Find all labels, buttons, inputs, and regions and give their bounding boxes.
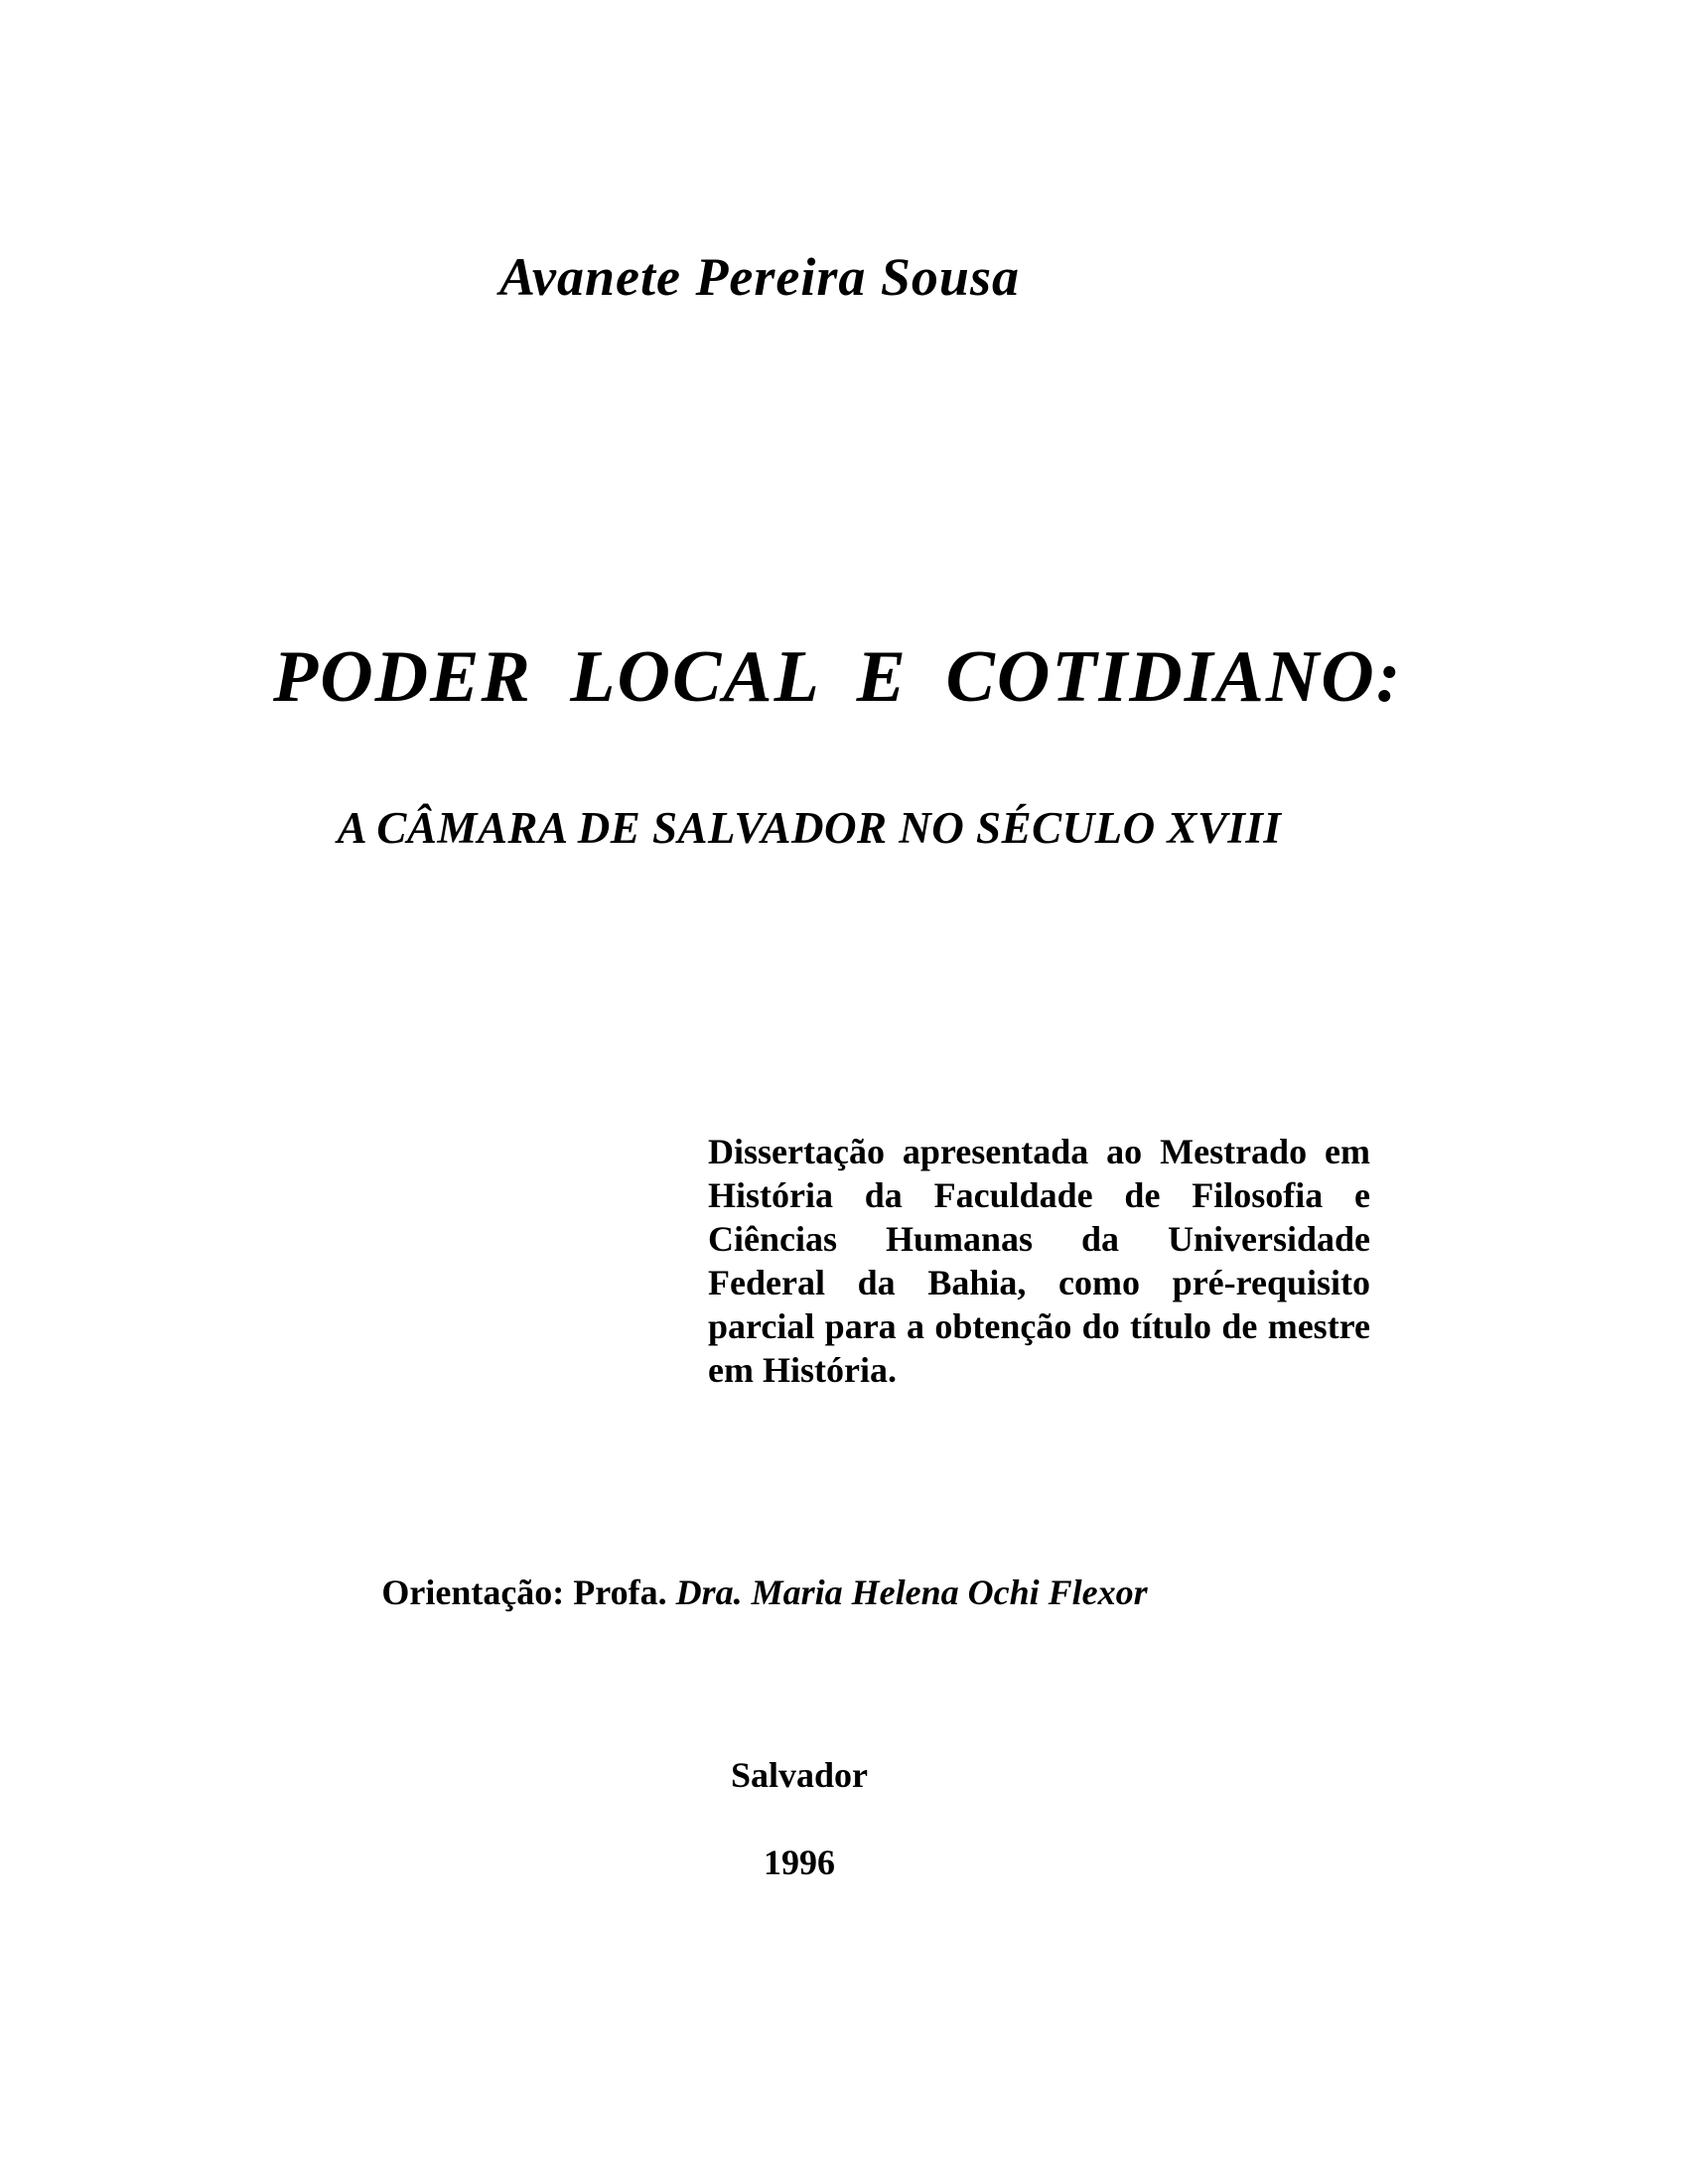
author-name: Avanete Pereira Sousa <box>499 247 1020 307</box>
advisor-label: Orientação: Profa. <box>381 1572 667 1612</box>
thesis-title: PODER LOCAL E COTIDIANO: <box>273 636 1403 718</box>
advisor-line <box>0 1571 1688 1613</box>
thesis-subtitle: A CÂMARA DE SALVADOR NO SÉCULO XVIII <box>337 803 1282 853</box>
dissertation-note: Dissertação apresentada ao Mestrado em História da Faculdade de Filosofia e Ciências Humanas da Universidade Federal da Bahia, como pré-requisito parcial para a obtenção do título de mestre em História. <box>708 1132 1370 1390</box>
advisor-name: Dra. Maria Helena Ochi Flexor <box>675 1572 1148 1612</box>
year: 1996 <box>764 1843 835 1882</box>
city: Salvador <box>730 1755 869 1795</box>
